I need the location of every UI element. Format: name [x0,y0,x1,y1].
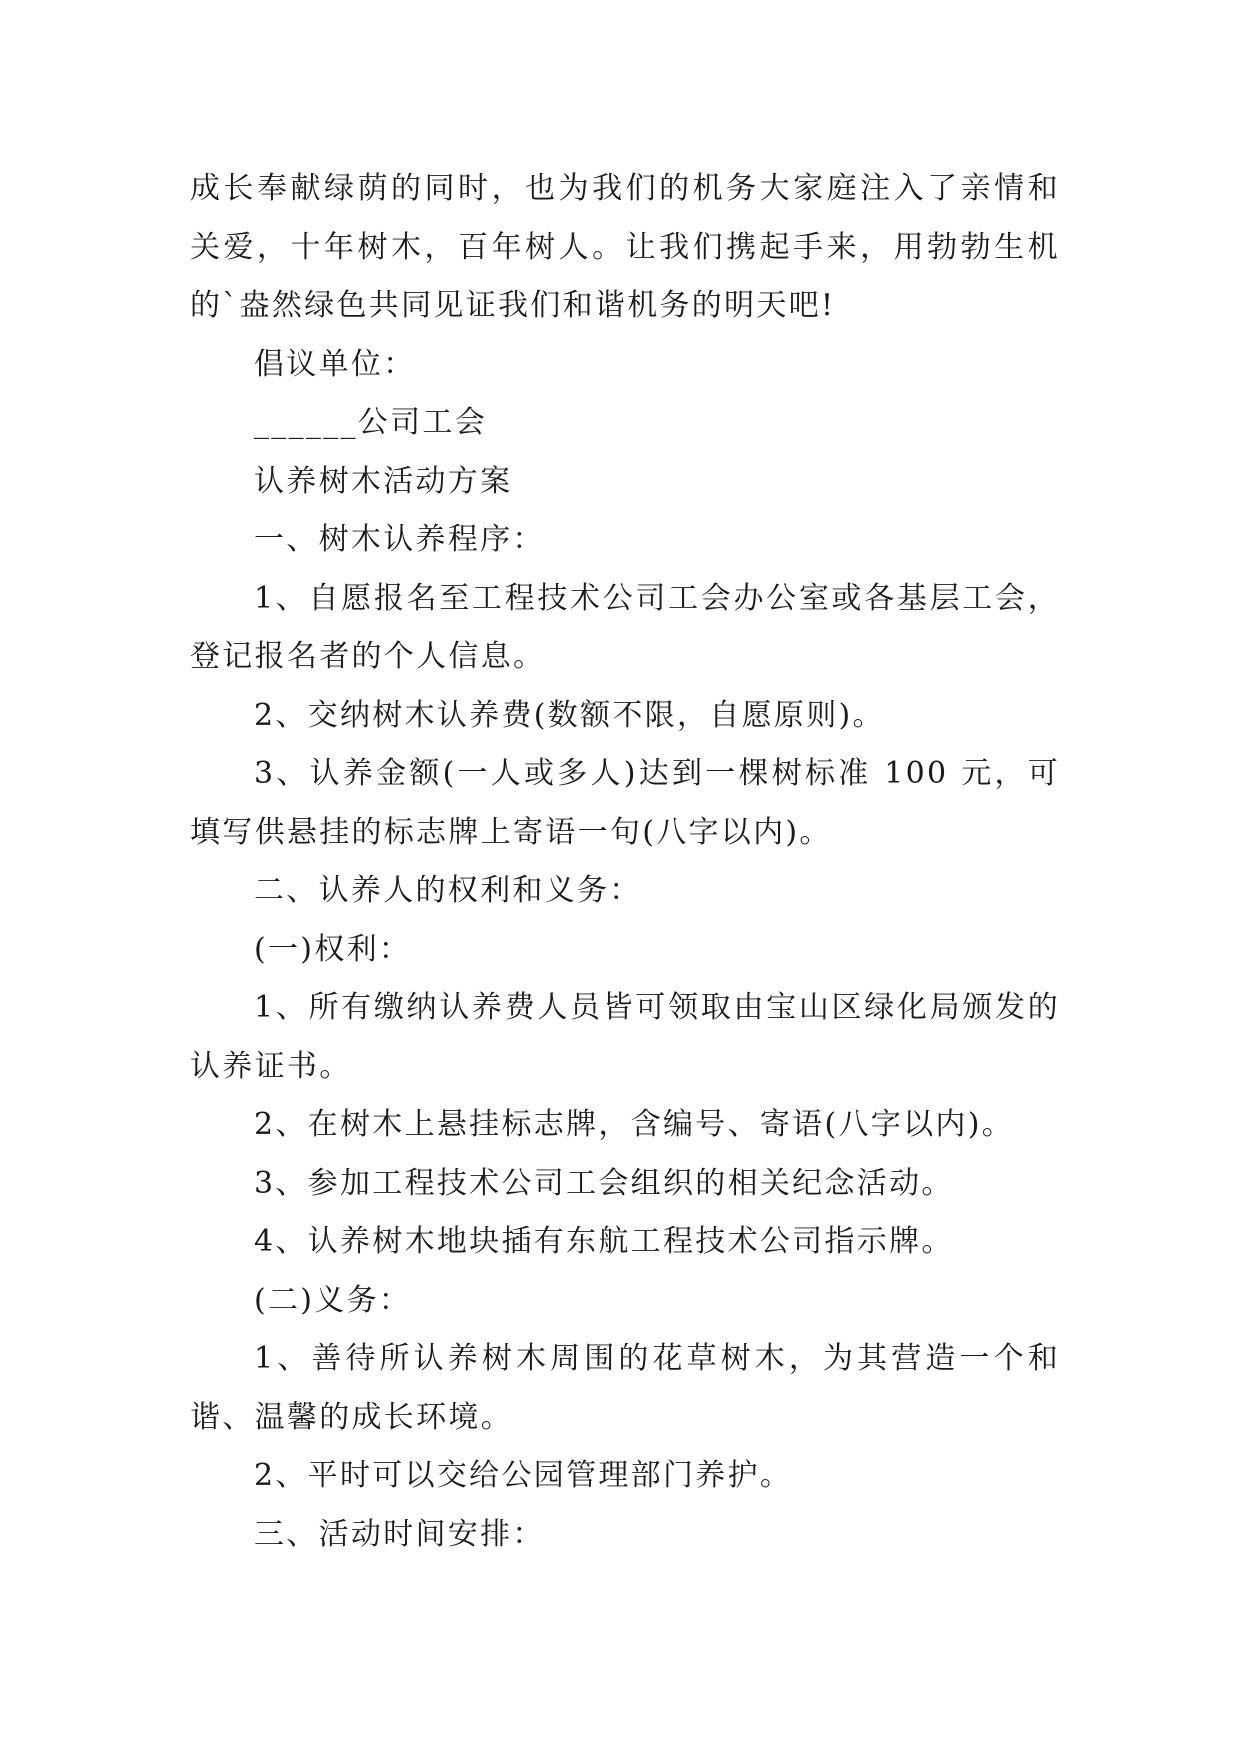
paragraph-5: 一、树木认养程序： [254,522,545,557]
paragraph-16: 1、善待所认养树木周围的花草树木，为其营造一个和谐、温馨的成长环境。 [190,1341,1060,1435]
paragraph-1: 成长奉献绿荫的同时，也为我们的机务大家庭注入了亲情和关爱，十年树木，百年树人。让我们携起手来，用勃勃生机的`盎然绿色共同见证我们和谐机务的明天吧! [190,171,1060,323]
paragraph-4: 认养树木活动方案 [254,463,513,499]
paragraph-17: 2、平时可以交给公园管理部门养护。 [254,1458,793,1493]
paragraph-14: 4、认养树木地块插有东航工程技术公司指示牌。 [254,1224,954,1259]
paragraph-10: (一)权利： [254,931,412,967]
paragraph-8: 3、认养金额(一人或多人)达到一棵树标准 100 元，可填写供悬挂的标志牌上寄语一句(八字以内)。 [190,756,1060,850]
paragraph-3: ______公司工会 [254,405,487,440]
paragraph-15: (二)义务： [254,1282,412,1318]
paragraph-12: 2、在树木上悬挂标志牌，含编号、寄语(八字以内)。 [254,1107,1014,1142]
paragraph-11: 1、所有缴纳认养费人员皆可领取由宝山区绿化局颁发的认养证书。 [190,990,1060,1084]
paragraph-2: 倡议单位： [254,346,416,382]
paragraph-9: 二、认养人的权利和义务： [254,873,642,908]
paragraph-6: 1、自愿报名至工程技术公司工会办公室或各基层工会，登记报名者的个人信息。 [190,580,1060,674]
paragraph-13: 3、参加工程技术公司工会组织的相关纪念活动。 [254,1165,954,1201]
paragraph-7: 2、交纳树木认养费(数额不限，自愿原则)。 [254,697,885,733]
paragraph-18: 三、活动时间安排： [254,1516,545,1552]
document-body [190,160,1060,1564]
